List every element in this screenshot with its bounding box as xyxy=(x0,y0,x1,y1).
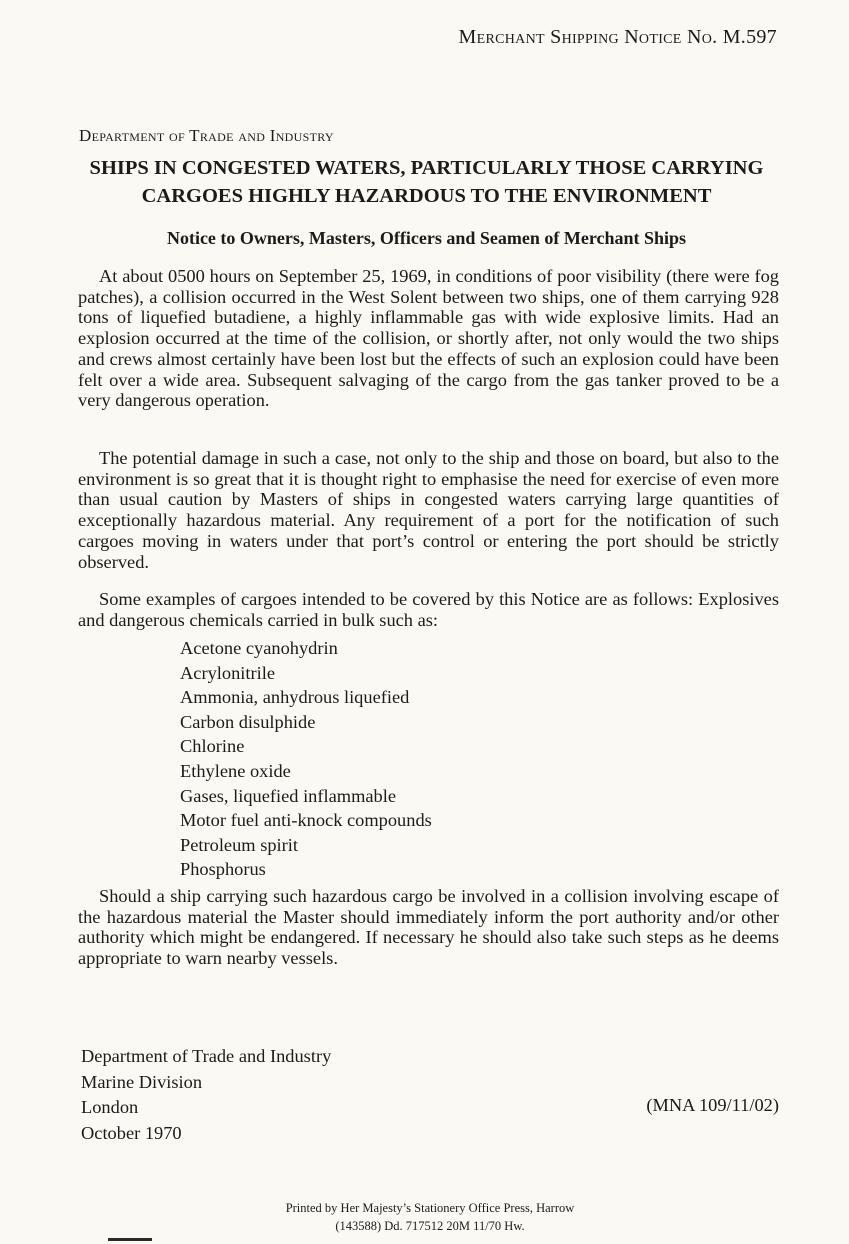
notice-subtitle: Notice to Owners, Masters, Officers and Seamen of Merchant Ships xyxy=(166,228,687,248)
signoff-date: October 1970 xyxy=(81,1122,182,1143)
list-item: Phosphorus xyxy=(180,859,266,880)
reference-code: (MNA 109/11/02) xyxy=(646,1095,779,1115)
page-edge-mark xyxy=(108,1238,152,1241)
paragraph-caution: The potential damage in such a case, not only to the ship and those on board, but also to the environment is so great that it is thought right to emphasise the need for exercise of even more than usual caution by Masters of ships in congested waters carrying large quantities of exceptionally hazardous material. Any requirement of a port for the notification of such cargoes moving in waters under that port’s control or entering the port should be strictly observed. xyxy=(78,448,779,572)
signoff-block xyxy=(81,1044,331,1146)
list-item: Acetone cyanohydrin xyxy=(180,638,338,658)
notice-title xyxy=(64,154,789,210)
list-item: Acrylonitrile xyxy=(180,662,275,683)
signoff-line: Marine Division xyxy=(81,1071,203,1092)
list-item: Chlorine xyxy=(180,736,245,757)
department-heading: Department of Trade and Industry xyxy=(79,126,334,145)
list-item: Motor fuel anti-knock compounds xyxy=(180,810,432,831)
imprint-line: (143588) Dd. 717512 20M 11/70 Hw. xyxy=(335,1219,525,1233)
imprint-line: Printed by Her Majesty’s Stationery Office Press, Harrow xyxy=(285,1201,575,1215)
list-item: Ammonia, anhydrous liquefied xyxy=(180,687,410,708)
signoff-line: Department of Trade and Industry xyxy=(81,1046,332,1066)
title-line: SHIPS IN CONGESTED WATERS, PARTICULARLY THOSE CARRYING xyxy=(89,157,764,179)
list-item: Petroleum spirit xyxy=(180,834,298,855)
list-item: Gases, liquefied inflammable xyxy=(180,785,397,806)
title-line: CARGOES HIGHLY HAZARDOUS TO THE ENVIRONMENT xyxy=(141,185,712,207)
paragraph-collision-procedure: Should a ship carrying such hazardous cargo be involved in a collision involving escape of the hazardous material the Master should immediately inform the port authority and/or other authority which might be endangered. If necessary he should also take such steps as he deems appropriate to warn nearby vessels. xyxy=(78,886,779,969)
paragraph-examples-intro: Some examples of cargoes intended to be covered by this Notice are as follows: Explosives and dangerous chemicals carried in bulk such as: xyxy=(78,589,779,630)
cargo-list xyxy=(180,636,432,882)
list-item: Carbon disulphide xyxy=(180,711,316,732)
signoff-line: London xyxy=(81,1097,139,1118)
list-item: Ethylene oxide xyxy=(180,760,291,781)
notice-number: Merchant Shipping Notice No. M.597 xyxy=(458,26,777,48)
paragraph-incident: At about 0500 hours on September 25, 1969, in conditions of poor visibility (there were fog patches), a collision occurred in the West Solent between two ships, one of them carrying 928 tons of liquefied butadiene, a highly inflammable gas with wide explosive limits. Had an explosion occurred at the time of the collision, or shortly after, not only would the two ships and crews almost certainly have been lost but the effects of such an explosion could have been felt over a wide area. Subsequent salvaging of the cargo from the gas tanker proved to be a very dangerous operation. xyxy=(78,266,779,411)
printer-imprint xyxy=(200,1199,660,1235)
